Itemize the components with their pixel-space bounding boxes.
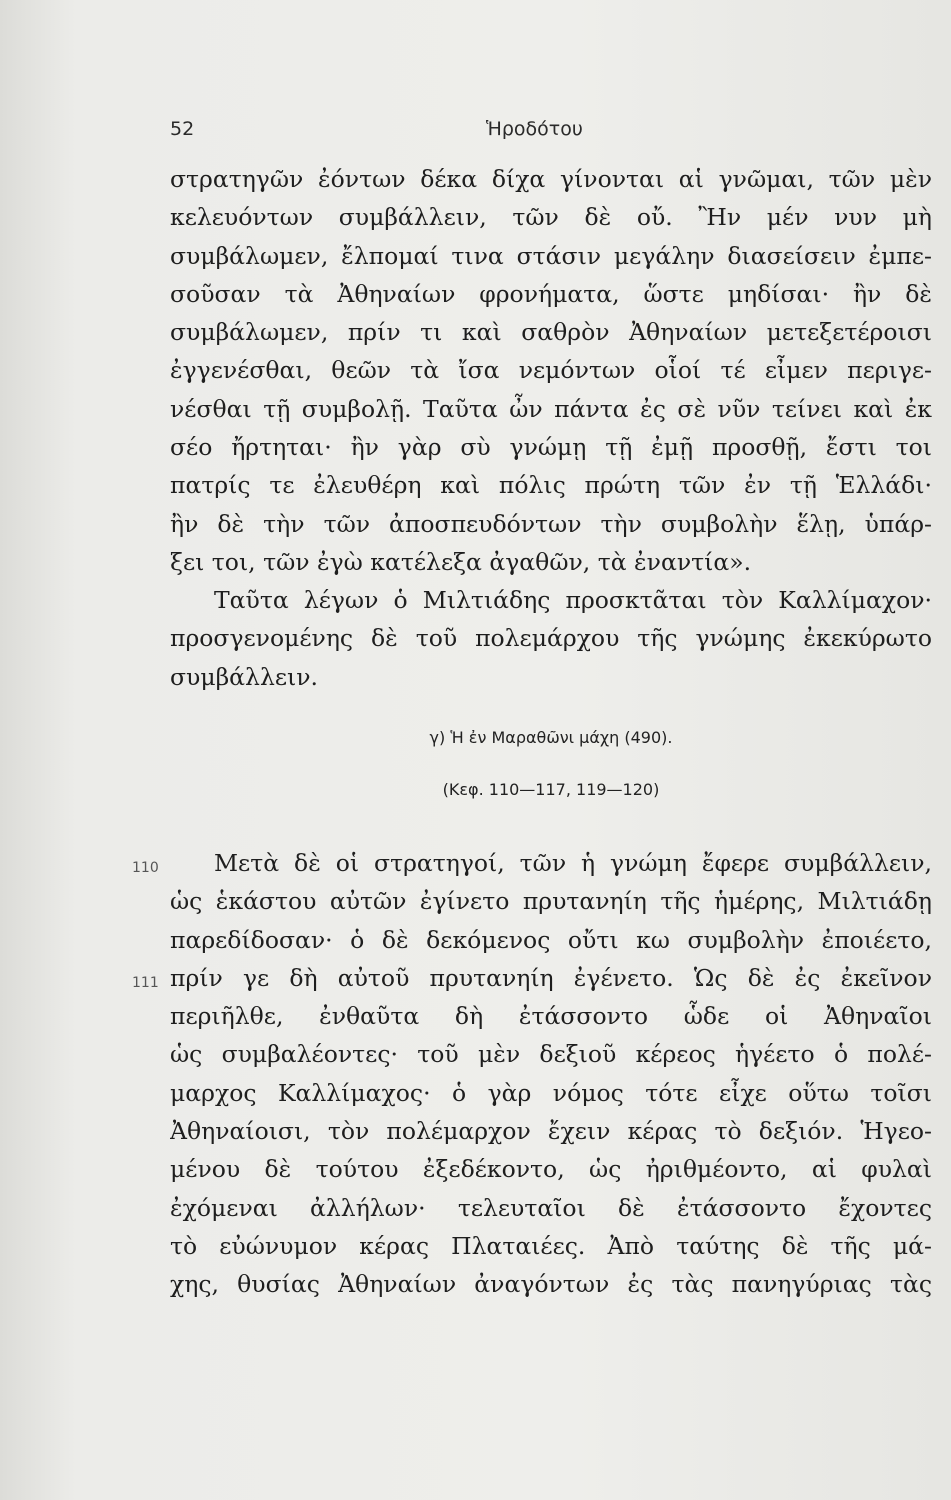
text-line: νέσθαι τῇ συμβολῇ. Ταῦτα ὦν πάντα ἐς σὲ νῦν τείνει καὶ ἐκ (170, 394, 932, 423)
text-line: συμβάλωμεν, ἔλπομαί τινα στάσιν μεγάλην διασείσειν ἐμπε- (170, 241, 932, 270)
page-header (170, 118, 930, 148)
text-line: ξει τοι, τῶν ἐγὼ κατέλεξα ἀγαθῶν, τὰ ἐναντία». (170, 547, 752, 576)
text-line: πατρίς τε ἐλευθέρη καὶ πόλις πρώτη τῶν ἐν τῇ Ἑλλάδι· (170, 471, 932, 500)
paragraph-1 (170, 160, 932, 581)
text-line: ὡς ἑκάστου αὐτῶν ἐγίνετο πρυτανηίη τῆς ἡμέρης, Μιλτιάδῃ (170, 887, 932, 916)
text-line: σέο ἤρτηται· ἢν γὰρ σὺ γνώμῃ τῇ ἐμῇ προσθῇ, ἔστι τοι (170, 433, 932, 462)
running-title: Ἡροδότου (486, 118, 583, 140)
margin-chapter-number: 111 (132, 975, 159, 991)
margin-chapter-number: 110 (132, 860, 159, 876)
text-line: Ταῦτα λέγων ὁ Μιλτιάδης προσκτᾶται τὸν Καλλίμαχον· (214, 586, 932, 614)
text-line: παρεδίδοσαν· ὁ δὲ δεκόμενος οὔτι κω συμβολὴν ἐποιέετο, (170, 925, 932, 954)
text-line: συμβάλωμεν, πρίν τι καὶ σαθρὸν Ἀθηναίων μετεξετέροισι (170, 318, 932, 347)
text-line: τὸ εὐώνυμον κέρας Πλαταιέες. Ἀπὸ ταύτης δὲ τῆς μά- (170, 1231, 932, 1260)
text-line: Ἀθηναίοισι, τὸν πολέμαρχον ἔχειν κέρας τὸ δεξιόν. Ἡγεο- (170, 1117, 932, 1146)
text-line: ὡς συμβαλέοντες· τοῦ μὲν δεξιοῦ κέρεος ἡγέετο ὁ πολέ- (170, 1040, 932, 1069)
page-number: 52 (170, 118, 195, 140)
text-line: μένου δὲ τούτου ἐξεδέκοντο, ὡς ἠριθμέοντο, αἱ φυλαὶ (170, 1155, 932, 1184)
text-line: ἐχόμεναι ἀλλήλων· τελευταῖοι δὲ ἐτάσσοντο ἔχοντες (170, 1193, 932, 1222)
text-line: χης, θυσίας Ἀθηναίων ἀναγόντων ἐς τὰς πανηγύριας τὰς (170, 1270, 932, 1299)
text-line: περιῆλθε, ἐνθαῦτα δὴ ἐτάσσοντο ὧδε οἱ Ἀθηναῖοι (170, 1002, 932, 1031)
text-line: ἐγγενέσθαι, θεῶν τὰ ἴσα νεμόντων οἷοί τέ εἶμεν περιγε- (170, 356, 932, 385)
text-line: στρατηγῶν ἐόντων δέκα δίχα γίνονται αἱ γνῶμαι, τῶν μὲν (170, 165, 932, 193)
text-line: σοῦσαν τὰ Ἀθηναίων φρονήματα, ὥστε μηδίσαι· ἢν δὲ (170, 279, 932, 308)
text-line: συμβάλλειν. (170, 662, 318, 691)
paragraph-3 (170, 844, 932, 1304)
section-chapters: (Κεφ. 110—117, 119—120) (442, 780, 660, 799)
text-line: Μετὰ δὲ οἱ στρατηγοί, τῶν ἡ γνώμη ἔφερε συμβάλλειν, (214, 849, 932, 877)
text-line: προσγενομένης δὲ τοῦ πολεμάρχου τῆς γνώμης ἐκεκύρωτο (170, 624, 932, 653)
section-heading: γ) Ἡ ἐν Μαραθῶνι μάχη (490). (429, 728, 673, 747)
text-line: πρίν γε δὴ αὐτοῦ πρυτανηίη ἐγένετο. Ὡς δὲ ἐς ἐκεῖνον (170, 963, 932, 992)
text-line: ἢν δὲ τὴν τῶν ἀποσπευδόντων τὴν συμβολὴν ἕλῃ, ὑπάρ- (170, 509, 932, 538)
paragraph-2 (170, 581, 932, 696)
text-line: μαρχος Καλλίμαχος· ὁ γὰρ νόμος τότε εἶχε οὕτω τοῖσι (170, 1078, 932, 1107)
text-line: κελευόντων συμβάλλειν, τῶν δὲ οὔ. Ἢν μέν νυν μὴ (170, 203, 932, 232)
